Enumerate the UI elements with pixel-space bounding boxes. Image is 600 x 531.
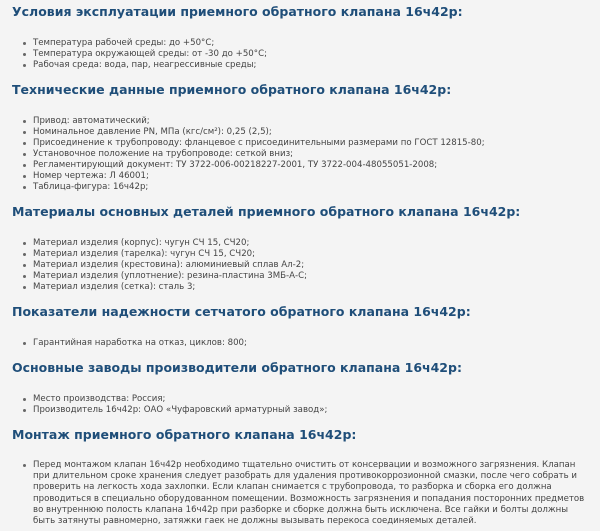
section-technical-data [12, 82, 592, 193]
list-item: Установочное положение на трубопроводе: сеткой вниз; [33, 149, 592, 160]
list-item: Материал изделия (сетка): сталь 3; [33, 282, 592, 293]
section-title: Технические данные приемного обратного клапана 16ч42р: [12, 82, 452, 97]
section-manufacturers [12, 360, 592, 416]
list-item: Температура окружающей среды: от -30 до +50°С; [33, 49, 592, 60]
section-operating-conditions [12, 0, 592, 71]
list-item: Температура рабочей среды: до +50°С; [33, 38, 592, 49]
list-item: Номер чертежа: Л 46001; [33, 171, 592, 182]
bullet-list [12, 460, 592, 527]
list-item: Материал изделия (крестовина): алюминиевый сплав Ал-2; [33, 260, 592, 271]
list-item: Материал изделия (тарелка): чугун СЧ 15, СЧ20; [33, 249, 592, 260]
bullet-list [12, 338, 592, 349]
list-item: Место производства: Россия; [33, 394, 592, 405]
section-title: Основные заводы производители обратного клапана 16ч42р: [12, 360, 462, 375]
list-item: Присоединение к трубопроводу: фланцевое с присоединительными размерами по ГОСТ 12815-80; [33, 138, 592, 149]
section-materials [12, 204, 592, 293]
section-title: Материалы основных деталей приемного обратного клапана 16ч42р: [12, 204, 521, 219]
list-item: Таблица-фигура: 16ч42р; [33, 182, 592, 193]
bullet-list [12, 38, 592, 71]
list-item: Материал изделия (уплотнение): резина-пластина 3МБ-А-С; [33, 271, 592, 282]
list-item: Привод: автоматический; [33, 116, 592, 127]
list-item: Рабочая среда: вода, пар, неагрессивные среды; [33, 60, 592, 71]
section-reliability [12, 304, 592, 349]
section-installation [12, 427, 592, 527]
list-item: Гарантийная наработка на отказ, циклов: 800; [33, 338, 592, 349]
list-item: Производитель 16ч42р: ОАО «Чуфаровский арматурный завод»; [33, 405, 592, 416]
bullet-list [12, 394, 592, 416]
list-item: Регламентирующий документ: ТУ 3722-006-00218227-2001, ТУ 3722-004-48055051-2008; [33, 160, 592, 171]
list-item: Перед монтажом клапан 16ч42р необходимо тщательно очистить от консервации и возможного загрязнения. Клапан при длительном сроке хранения следует разобрать для удаления противокоррозионной смазки, после чего собрать и проверить на легкость хода захлопки. Если клапан снимается с трубопровода, то разборка и сборка его должна проводиться в специально оборудованном помещении. Возможность загрязнения и попадания посторонних предметов во внутреннюю полость клапана 16ч42р при разборке и сборке должна быть исключена. Все гайки и болты должны быть затянуты равномерно, затяжки гаек не должны вызывать перекоса соединяемых деталей. [33, 460, 585, 527]
list-item: Материал изделия (корпус): чугун СЧ 15, СЧ20; [33, 238, 592, 249]
section-title: Показатели надежности сетчатого обратного клапана 16ч42р: [12, 304, 471, 319]
section-title: Условия эксплуатации приемного обратного клапана 16ч42р: [12, 4, 463, 19]
bullet-list [12, 238, 592, 293]
section-title: Монтаж приемного обратного клапана 16ч42р: [12, 427, 357, 442]
bullet-list [12, 116, 592, 193]
list-item: Номинальное давление PN, МПа (кгс/см²): 0,25 (2,5); [33, 127, 592, 138]
